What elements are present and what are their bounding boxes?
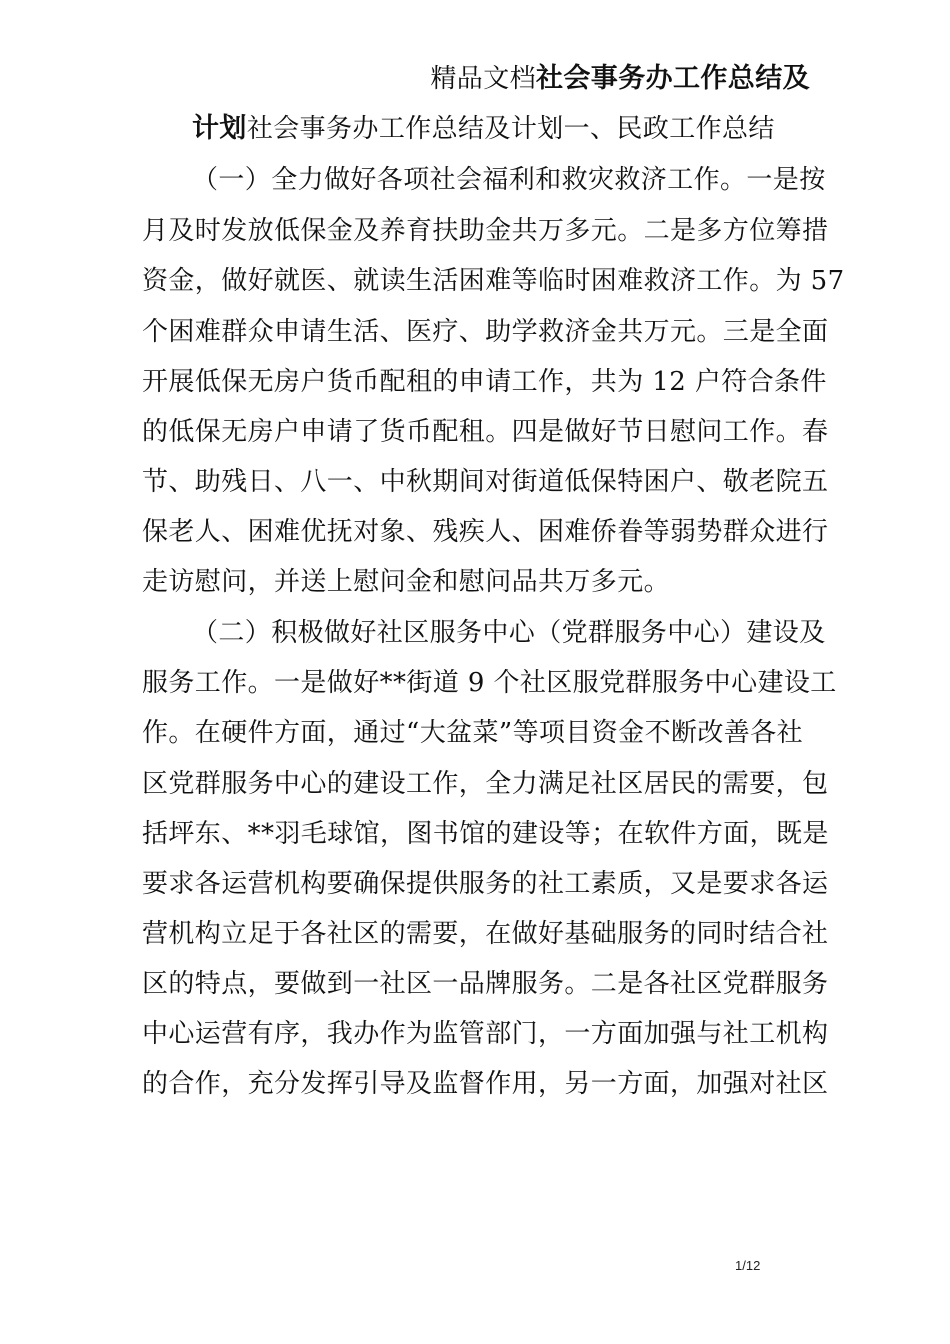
header-prefix: 精品文档	[430, 64, 536, 94]
paragraph-line: （一）全力做好各项社会福利和救灾救济工作。一是按	[192, 165, 826, 195]
paragraph-line: 月及时发放低保金及养育扶助金共万多元。二是多方位筹措	[142, 216, 829, 246]
document-title-part1: 社会事务办工作总结及	[536, 63, 810, 94]
paragraph-line: 区党群服务中心的建设工作，全力满足社区居民的需要，包	[142, 769, 829, 799]
paragraph-line: 营机构立足于各社区的需要，在做好基础服务的同时结合社	[142, 919, 829, 949]
paragraph-line: 作。在硬件方面，通过“大盆菜”等项目资金不断改善各社	[142, 718, 803, 748]
header-title-line-2	[192, 113, 872, 144]
paragraph-line: 的合作，充分发挥引导及监督作用，另一方面，加强对社区	[142, 1069, 829, 1099]
paragraph-line: 个困难群众申请生活、医疗、助学救济金共万元。三是全面	[142, 317, 829, 347]
paragraph-line: 走访慰问，并送上慰问金和慰问品共万多元。	[142, 567, 671, 597]
paragraph-line: 资金，做好就医、就读生活困难等临时困难救济工作。为 57	[142, 266, 845, 296]
page-number: 1/12	[735, 1258, 761, 1273]
paragraph-line: 开展低保无房户货币配租的申请工作，共为 12 户符合条件	[142, 367, 827, 397]
paragraph-line: 节、助残日、八一、中秋期间对街道低保特困户、敬老院五	[142, 467, 829, 497]
paragraph-line: 的低保无房户申请了货币配租。四是做好节日慰问工作。春	[142, 417, 829, 447]
header-subtitle: 社会事务办工作总结及计划一、民政工作总结	[246, 114, 775, 144]
paragraph-line: 区的特点，要做到一社区一品牌服务。二是各社区党群服务	[142, 969, 829, 999]
paragraph-line: （二）积极做好社区服务中心（党群服务中心）建设及	[192, 618, 826, 648]
paragraph-line: 中心运营有序，我办作为监管部门，一方面加强与社工机构	[142, 1019, 829, 1049]
paragraph-line: 服务工作。一是做好**街道 9 个社区服党群服务中心建设工	[142, 668, 837, 698]
paragraph-line: 要求各运营机构要确保提供服务的社工素质，又是要求各运	[142, 869, 829, 899]
header-title-line	[430, 63, 810, 94]
paragraph-line: 括坪东、**羽毛球馆，图书馆的建设等；在软件方面，既是	[142, 819, 829, 849]
document-title-part2: 计划	[192, 113, 247, 144]
paragraph-line: 保老人、困难优抚对象、残疾人、困难侨眷等弱势群众进行	[142, 517, 829, 547]
